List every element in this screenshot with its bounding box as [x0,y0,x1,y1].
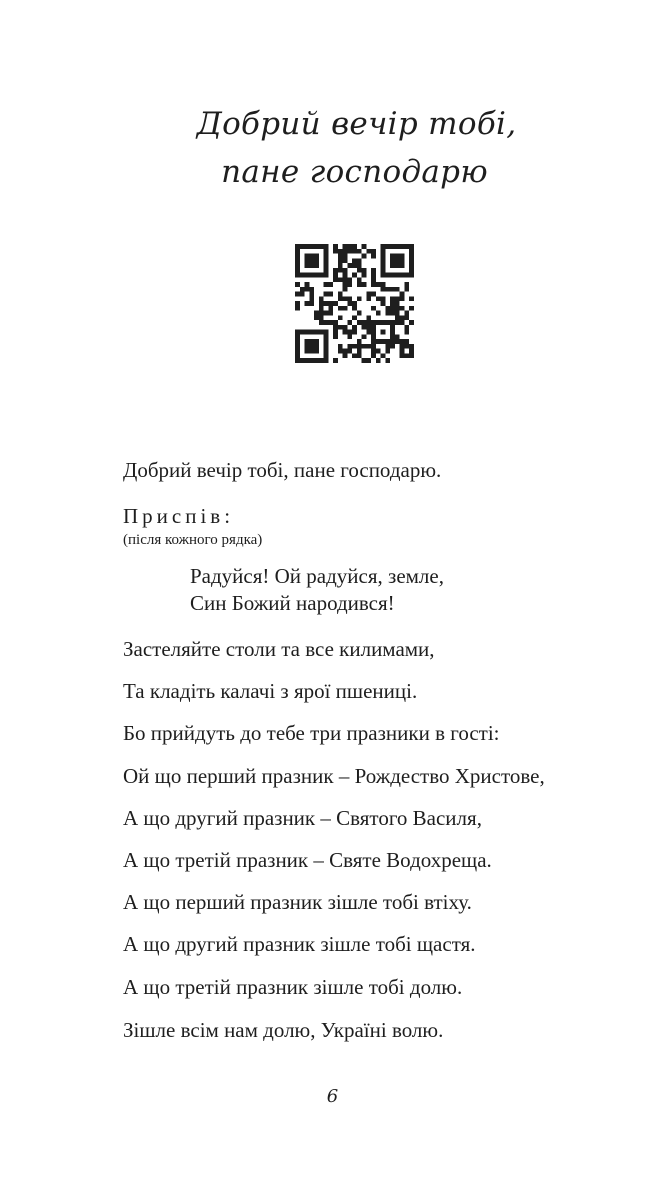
verse-line-3: Бо прийдуть до тебе три празники в гості: [123,721,500,745]
verse-line-10: Зішле всім нам долю, Україні волю. [123,1018,444,1042]
verse-line-4: Ой що перший празник – Рождество Христове, [123,764,545,788]
verse-line-9: А що третій празник зішле тобі долю. [123,975,463,999]
song-title [0,100,665,196]
chorus-note: (після кожного рядка) [123,532,263,548]
song-title-line-1: Добрий вечір тобі, [196,106,517,142]
verse-line-5: А що другий празник – Святого Василя, [123,806,482,830]
qr-code[interactable] [295,244,414,363]
first-line: Добрий вечір тобі, пане господарю. [123,458,442,482]
page-number: 6 [326,1086,339,1107]
chorus-heading: Приспів: [123,504,235,528]
verse-line-2: Та кладіть калачі з ярої пшениці. [123,679,418,703]
verse-line-1: Застеляйте столи та все килимами, [123,637,435,661]
verse-line-6: А що третій празник – Святе Водохреща. [123,848,492,872]
verse-line-8: А що другий празник зішле тобі щастя. [123,932,476,956]
song-title-line-2: пане господарю [221,154,488,190]
verse-line-7: А що перший празник зішле тобі втіху. [123,890,472,914]
chorus-line-2: Син Божий народився! [190,591,395,615]
chorus-line-1: Радуйся! Ой радуйся, земле, [190,564,444,588]
